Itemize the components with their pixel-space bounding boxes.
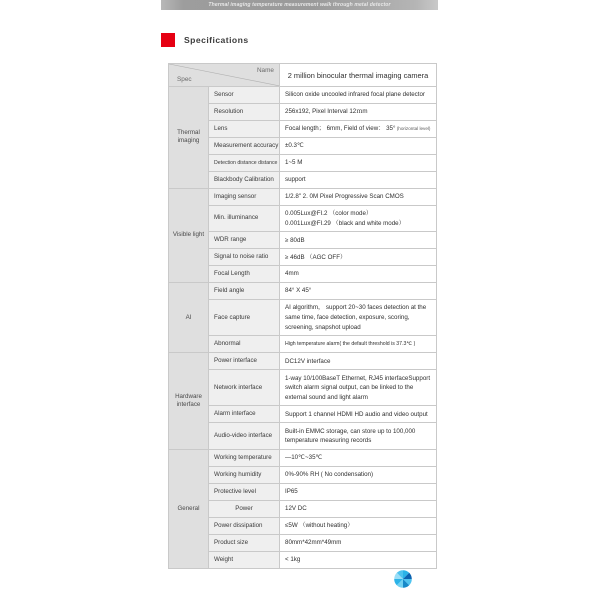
spec-item-value: Focal length； 6mm, Field of view： 35° (horizontal level) xyxy=(280,120,437,137)
spec-item-label: Sensor xyxy=(209,87,280,104)
table-row xyxy=(169,300,437,336)
spec-item-value: ±0.3℃ xyxy=(280,137,437,154)
table-row xyxy=(169,205,437,232)
spec-item-label: Resolution xyxy=(209,103,280,120)
table-row xyxy=(169,154,437,171)
spec-item-value: IP65 xyxy=(280,483,437,500)
spec-item-label: Min. illuminance xyxy=(209,205,280,232)
specifications-table xyxy=(168,63,437,569)
spec-item-value: 84° X 45° xyxy=(280,283,437,300)
spec-item-value: 1~5 M xyxy=(280,154,437,171)
table-row xyxy=(169,103,437,120)
spec-item-label: Network interface xyxy=(209,370,280,406)
corner-name-label: Name xyxy=(256,67,274,74)
spec-item-value: 1-way 10/100BaseT Ethernet, RJ45 interfaceSupport switch alarm signal output, can be linked to the external sound and light alarm xyxy=(280,370,437,406)
pinwheel-logo xyxy=(392,568,414,590)
table-row xyxy=(169,336,437,353)
spec-item-value: AI algorithm， support 20~30 faces detection at the same time, face detection, exposure, scoring, screening, snapshot upload xyxy=(280,300,437,336)
spec-group-label: Visible light xyxy=(169,188,209,282)
spec-item-value: ≥ 46dB （AGC OFF） xyxy=(280,249,437,266)
spec-item-label: Field angle xyxy=(209,283,280,300)
table-row xyxy=(169,423,437,450)
table-row xyxy=(169,188,437,205)
table-row xyxy=(169,283,437,300)
spec-item-label: Working temperature xyxy=(209,450,280,467)
table-row xyxy=(169,517,437,534)
spec-item-label: Measurement accuracy xyxy=(209,137,280,154)
table-row xyxy=(169,353,437,370)
table-header-row xyxy=(169,64,437,87)
table-row xyxy=(169,500,437,517)
spec-item-label: Face capture xyxy=(209,300,280,336)
spec-group-label: General xyxy=(169,450,209,569)
table-row xyxy=(169,137,437,154)
spec-item-label: Focal Length xyxy=(209,266,280,283)
spec-item-label: Power interface xyxy=(209,353,280,370)
spec-item-label: Lens xyxy=(209,120,280,137)
spec-item-label: Product size xyxy=(209,534,280,551)
spec-item-label: Audio-video interface xyxy=(209,423,280,450)
spec-item-value: 256x192, Pixel Interval 12ｍm xyxy=(280,103,437,120)
spec-item-value: 12V DC xyxy=(280,500,437,517)
table-header-value: 2 million binocular thermal imaging camera xyxy=(280,64,437,87)
table-row xyxy=(169,120,437,137)
spec-item-value: 0%-90% RH ( No condensation) xyxy=(280,466,437,483)
spec-item-value: High temperature alarm( the default threshold is 37.3℃ ) xyxy=(280,336,437,353)
spec-item-value: Silicon oxide uncooled infrared focal plane detector xyxy=(280,87,437,104)
spec-value-note: (horizontal level) xyxy=(395,126,431,132)
spec-item-value: Support 1 channel HDMI HD audio and video output xyxy=(280,406,437,423)
top-banner xyxy=(161,0,438,10)
spec-item-label: Abnormal xyxy=(209,336,280,353)
spec-item-value: Built-in EMMC storage, can store up to 100,000 temperature measuring records xyxy=(280,423,437,450)
table-row xyxy=(169,266,437,283)
spec-item-value: 0.005Lux@FI.2 （color mode） 0.001Lux@FI.29 （black and white mode） xyxy=(280,205,437,232)
spec-item-value: ≥ 80dB xyxy=(280,232,437,249)
spec-item-label: WDR range xyxy=(209,232,280,249)
spec-item-value: DC12V interface xyxy=(280,353,437,370)
spec-item-label: Power xyxy=(209,500,280,517)
spec-item-label: Weight xyxy=(209,551,280,568)
table-row xyxy=(169,406,437,423)
spec-group-label: Thermal imaging xyxy=(169,87,209,189)
spec-item-value: 4mm xyxy=(280,266,437,283)
table-row xyxy=(169,171,437,188)
table-row xyxy=(169,466,437,483)
spec-item-label: Alarm interface xyxy=(209,406,280,423)
section-heading xyxy=(161,33,249,47)
spec-item-label: Working humidity xyxy=(209,466,280,483)
spec-item-value: support xyxy=(280,171,437,188)
table-row xyxy=(169,450,437,467)
table-row xyxy=(169,249,437,266)
spec-item-value: < 1kg xyxy=(280,551,437,568)
spec-item-label: Protective level xyxy=(209,483,280,500)
table-row xyxy=(169,87,437,104)
table-row xyxy=(169,483,437,500)
spec-group-label: AI xyxy=(169,283,209,353)
spec-item-label: Power dissipation xyxy=(209,517,280,534)
page-title: Specifications xyxy=(184,35,249,45)
spec-item-value: 1/2.8" 2. 0M Pixel Progressive Scan CMOS xyxy=(280,188,437,205)
spec-group-label: Hardware interface xyxy=(169,353,209,450)
table-row xyxy=(169,370,437,406)
spec-item-value: —10℃~35℃ xyxy=(280,450,437,467)
table-row xyxy=(169,551,437,568)
spec-item-label: Signal to noise ratio xyxy=(209,249,280,266)
spec-item-value: ≤5W （without heating） xyxy=(280,517,437,534)
spec-item-label: Imaging sensor xyxy=(209,188,280,205)
table-row xyxy=(169,534,437,551)
spec-table-body xyxy=(169,64,437,569)
spec-item-label: Blackbody Calibration xyxy=(209,171,280,188)
spec-name-corner-cell xyxy=(169,64,280,87)
red-square-icon xyxy=(161,33,175,47)
table-row xyxy=(169,232,437,249)
corner-spec-label: Spec xyxy=(177,76,192,83)
spec-item-label: Detection distance distance xyxy=(209,154,280,171)
banner-text: Thermal imaging temperature measurement walk through metal detector xyxy=(208,2,391,8)
spec-item-value: 80mm*42mm*49mm xyxy=(280,534,437,551)
